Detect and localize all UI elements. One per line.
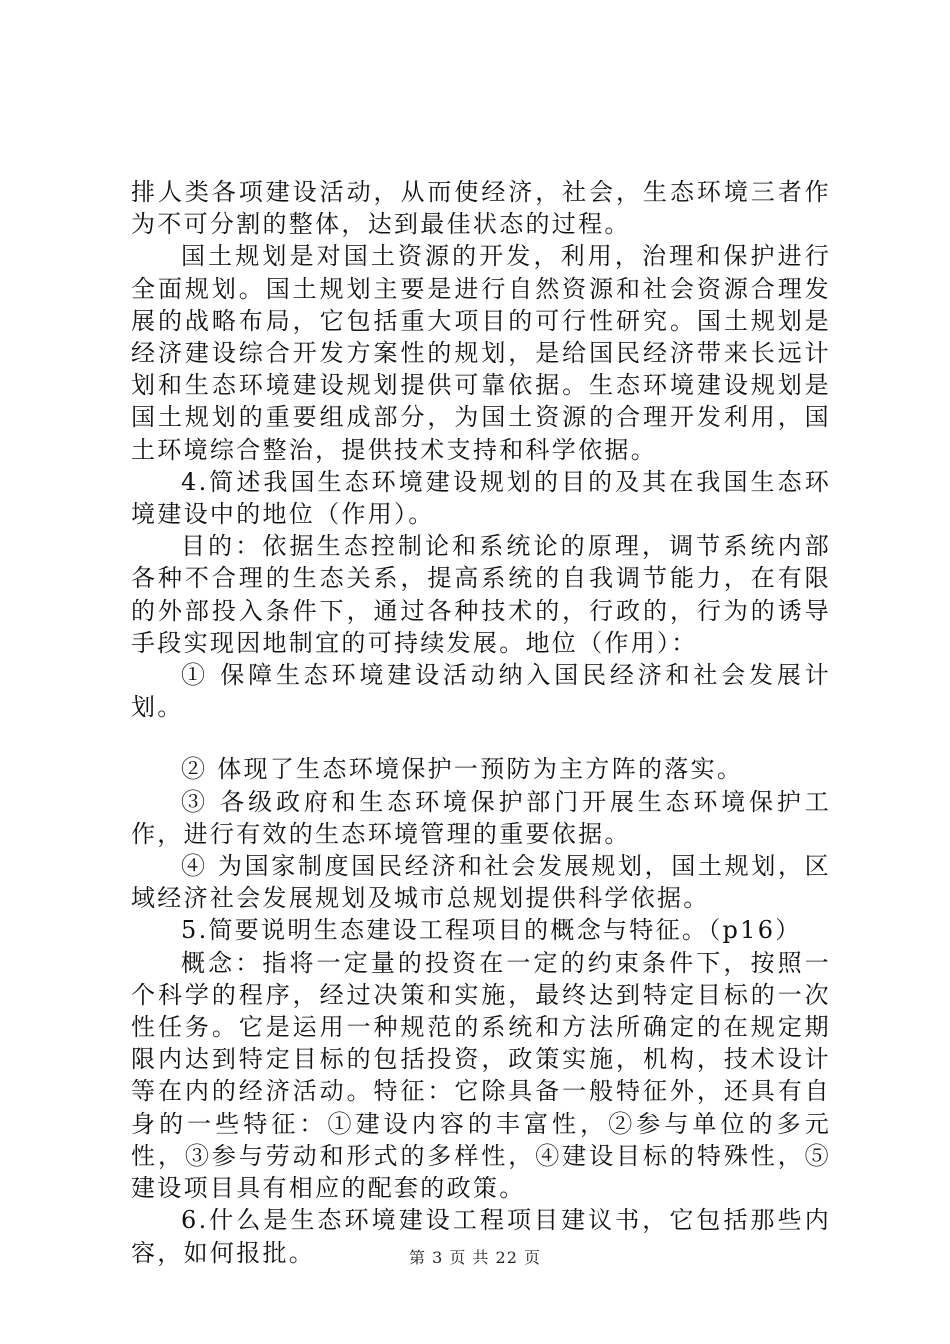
- question-5: 5.简要说明生态建设工程项目的概念与特征。（p16）: [181, 916, 802, 945]
- answer-5: 概念：指将一定量的投资在一定的约束条件下，按照一个科学的程序，经过决策和实施，最终达到特定目标的一次性任务。它是运用一种规范的系统和方法所确定的在规定期限内达到特定目标的包括投资，政策实施，机构，技术设计等在内的经济活动。特征：它除具备一般特征外，还具有自身的一些特征：①建设内容的丰富性，②参与单位的多元性，③参与劳动和形式的多样性，④建设目标的特殊性，⑤建设项目具有相应的配套的政策。: [131, 948, 831, 1203]
- page-number-label: 第 3 页 共 22 页: [409, 1248, 541, 1267]
- blank-line: [131, 723, 831, 753]
- page-footer: [0, 1245, 950, 1268]
- answer-4-item-3: ③ 各级政府和生态环境保护部门开展生态环境保护工作，进行有效的生态环境管理的重要依据。: [131, 787, 831, 848]
- paragraph-continuation: 排人类各项建设活动，从而使经济，社会，生态环境三者作为不可分割的整体，达到最佳状态的过程。: [131, 178, 831, 239]
- question-4: 4.简述我国生态环境建设规划的目的及其在我国生态环境建设中的地位（作用）。: [131, 467, 831, 529]
- answer-4-item-4: ④ 为国家制度国民经济和社会发展规划，国土规划，区域经济社会发展规划及城市总规划提供科学依据。: [131, 852, 831, 913]
- answer-4-item-1: ① 保障生态环境建设活动纳入国民经济和社会发展计划。: [131, 661, 831, 722]
- answer-4-item-2: ② 体现了生态环境保护一预防为主方阵的落实。: [181, 755, 744, 784]
- paragraph-land-planning: 国土规划是对国土资源的开发，利用，治理和保护进行全面规划。国土规划主要是进行自然资源和社会资源合理发展的战略布局，它包括重大项目的可行性研究。国土规划是经济建设综合开发方案性的规划，是给国民经济带来长远计划和生态环境建设规划提供可靠依据。生态环境建设规划是国土规划的重要组成部分，为国土资源的合理开发利用，国土环境综合整治，提供技术支持和科学依据。: [131, 242, 831, 464]
- question-6: 6.什么是生态环境建设工程项目建议书，它包括那些内容，如何报批。: [131, 1206, 831, 1267]
- document-body: [131, 176, 831, 1269]
- answer-4-purpose: 目的：依据生态控制论和系统论的原理，调节系统内部各种不合理的生态关系，提高系统的自我调节能力，在有限的外部投入条件下，通过各种技术的，行政的，行为的诱导手段实现因地制宜的可持续发展。地位（作用）：: [131, 532, 831, 657]
